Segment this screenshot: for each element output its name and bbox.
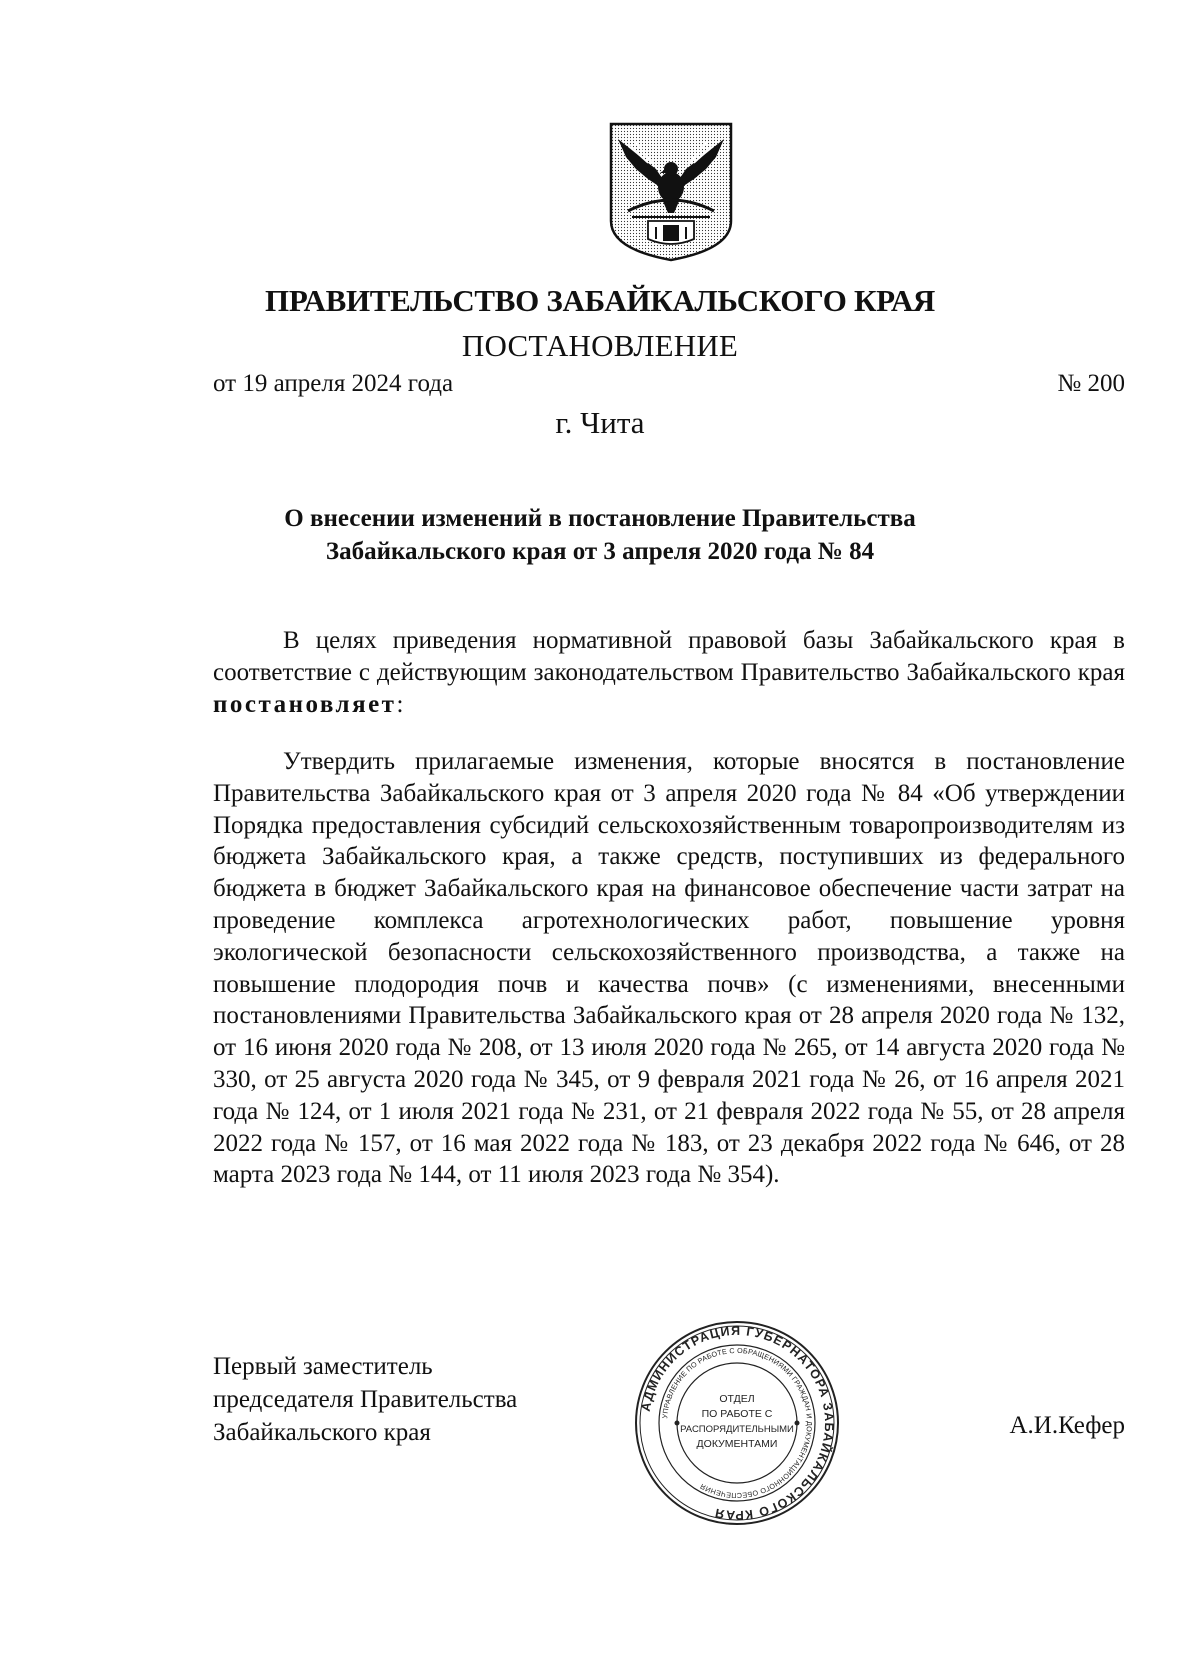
document-number: № 200 <box>1057 370 1125 397</box>
seal-center-line: ОТДЕЛ <box>719 1393 755 1405</box>
body-paragraph-preamble <box>213 625 1125 720</box>
document-type: ПОСТАНОВЛЕНИЕ <box>461 328 739 363</box>
signer-position-line: Первый заместитель <box>213 1353 433 1380</box>
seal-inner-text: УПРАВЛЕНИЕ ПО РАБОТЕ С ОБРАЩЕНИЯМИ ГРАЖДАН И ДОКУМЕНТАЦИОННОГО ОБЕСПЕЧЕНИЯ <box>660 1345 815 1501</box>
svg-text:УПРАВЛЕНИЕ ПО РАБОТЕ С ОБРАЩЕН <box>660 1346 814 1500</box>
seal-outer-text: АДМИНИСТРАЦИЯ ГУБЕРНАТОРА ЗАБАЙКАЛЬСКОГО КРАЯ <box>638 1323 837 1523</box>
official-seal-icon <box>632 1318 842 1528</box>
seal-center-line: ДОКУМЕНТАМИ <box>696 1438 778 1450</box>
signer-name: А.И.Кефер <box>1009 1412 1125 1439</box>
organization-title: ПРАВИТЕЛЬСТВО ЗАБАЙКАЛЬСКОГО КРАЯ <box>265 283 935 318</box>
document-date: от 19 апреля 2024 года <box>213 370 454 397</box>
document-city: г. Чита <box>555 405 645 440</box>
preamble-end: : <box>396 690 404 718</box>
decree-verb: постановляет <box>213 690 397 718</box>
subject-line: О внесении изменений в постановление Правительства <box>284 505 916 532</box>
signer-position-line: председателя Правительства <box>213 1386 518 1413</box>
subject-line: Забайкальского края от 3 апреля 2020 года № 84 <box>325 538 875 565</box>
zabaykalsky-coat-of-arms-icon <box>608 121 734 263</box>
preamble-text: В целях приведения нормативной правовой базы Забайкальского края в соответствие с действующим законодательством Правительство Забайкальского края <box>213 627 1125 686</box>
seal-center-line: ПО РАБОТЕ С <box>701 1408 773 1420</box>
body-paragraph-resolution: Утвердить прилагаемые изменения, которые вносятся в постановление Правительства Забайкальского края от 3 апреля 2020 года № 84 «Об утверждении Порядка предоставления субсидий сельскохозяйственным товаропроизводителям из бюджета Забайкальского края, а также средств, поступивших из федерального бюджета в бюджет Забайкальского края на финансовое обеспечение части затрат на проведение комплекса агротехнологических работ, повышение уровня экологической безопасности сельскохозяйственного производства, а также на повышение плодородия почв и качества почв» (с изменениями, внесенными постановлениями Правительства Забайкальского края от 28 апреля 2020 года № 132, от 16 июня 2020 года № 208, от 13 июля 2020 года № 265, от 14 августа 2020 года № 330, от 25 августа 2020 года № 345, от 9 февраля 2021 года № 26, от 16 апреля 2021 года № 124, от 1 июля 2021 года № 231, от 21 февраля 2022 года № 55, от 28 апреля 2022 года № 157, от 16 мая 2022 года № 183, от 23 декабря 2022 года № 646, от 28 марта 2023 года № 144, от 11 июля 2023 года № 354). <box>213 748 1125 1189</box>
signer-position-line: Забайкальского края <box>213 1419 431 1446</box>
seal-center-line: РАСПОРЯДИТЕЛЬНЫМИ <box>680 1424 794 1435</box>
document-subject <box>0 502 1200 568</box>
signer-position <box>213 1350 517 1449</box>
